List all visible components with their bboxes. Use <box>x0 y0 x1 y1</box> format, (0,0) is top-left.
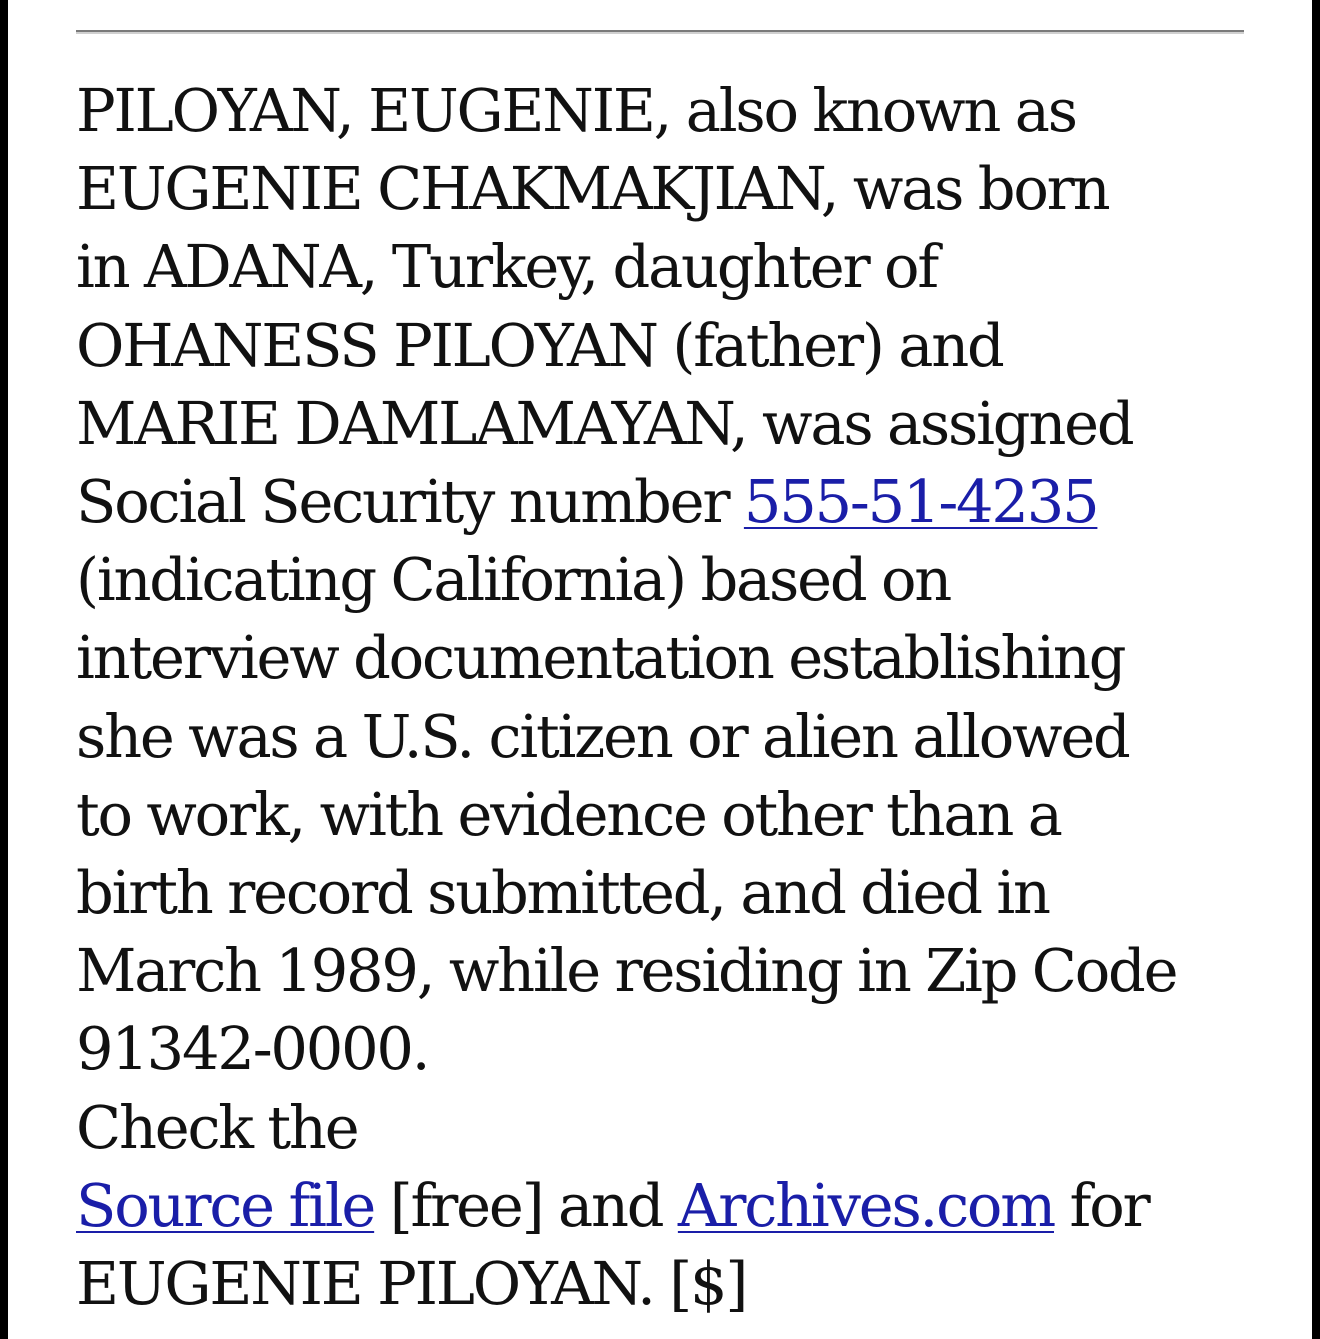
archives-link[interactable]: Archives.com <box>677 1170 1054 1240</box>
record-content <box>76 72 1236 1323</box>
record-line-4: OHANESS PILOYAN (father) and <box>76 310 1003 380</box>
free-label: [free] and <box>374 1170 678 1240</box>
record-line-12: March 1989, while residing in Zip Code <box>76 936 1177 1006</box>
record-line-8: interview documentation establishing <box>76 623 1125 693</box>
record-line-9: she was a U.S. citizen or alien allowed <box>76 701 1129 771</box>
ssn-link[interactable]: 555-51-4235 <box>743 467 1098 537</box>
record-line-10: to work, with evidence other than a <box>76 779 1061 849</box>
check-line: Check the <box>76 1092 358 1162</box>
record-line-6 <box>76 463 1236 541</box>
source-file-link[interactable]: Source file <box>76 1170 375 1240</box>
links-line <box>76 1167 1236 1245</box>
record-line-13: 91342-0000. <box>76 1014 429 1084</box>
name-line: EUGENIE PILOYAN. [$] <box>76 1249 747 1319</box>
record-line-1: PILOYAN, EUGENIE, also known as <box>76 76 1076 145</box>
record-line-11: birth record submitted, and died in <box>76 858 1049 928</box>
record-line-2: EUGENIE CHAKMAKJIAN, was born <box>76 154 1109 224</box>
record-line-5: MARIE DAMLAMAYAN, was assigned <box>76 388 1133 458</box>
for-label: for <box>1054 1170 1149 1240</box>
right-border <box>1312 0 1320 1339</box>
record-line-3: in ADANA, Turkey, daughter of <box>76 232 937 302</box>
record-paragraph <box>76 72 1236 1089</box>
ssn-label: Social Security number <box>76 467 744 537</box>
record-line-7: (indicating California) based on <box>76 545 951 615</box>
check-paragraph <box>76 1089 1236 1324</box>
horizontal-rule <box>76 30 1244 34</box>
left-border <box>0 0 8 1339</box>
